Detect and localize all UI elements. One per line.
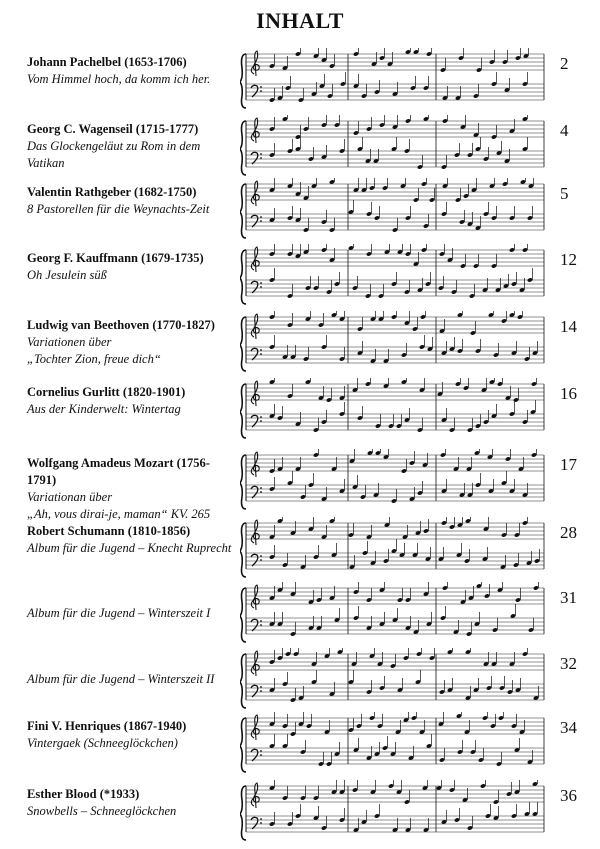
entry-text xyxy=(27,317,235,368)
entry-text xyxy=(27,184,235,218)
music-excerpt xyxy=(240,582,546,644)
bass-clef-icon xyxy=(251,486,258,498)
page-number: 28 xyxy=(560,523,577,542)
composer-name: Fini V. Henriques (1867-1940) xyxy=(27,719,187,733)
brace xyxy=(240,384,246,438)
work-title: „Ah, vous dirai-je, maman“ KV. 265 xyxy=(27,507,211,521)
toc-entry[interactable] xyxy=(27,786,587,846)
brace xyxy=(240,523,246,577)
music-excerpt xyxy=(240,712,546,774)
work-title: Variationan über xyxy=(27,490,113,504)
brace xyxy=(240,184,246,238)
entry-text xyxy=(27,654,235,688)
page-number: 12 xyxy=(560,250,577,269)
bass-clef-icon xyxy=(251,685,258,697)
work-title: Album für die Jugend – Winterszeit I xyxy=(27,606,211,620)
treble-clef-icon xyxy=(251,247,259,272)
entry-text xyxy=(27,718,235,752)
treble-clef-icon xyxy=(251,715,259,740)
entry-text xyxy=(27,384,235,418)
toc-entry[interactable] xyxy=(27,455,587,521)
music-excerpt xyxy=(240,378,546,440)
entry-text xyxy=(27,523,235,557)
composer-name: Esther Blood (*1933) xyxy=(27,787,140,801)
brace xyxy=(240,250,246,304)
composer-name: Georg F. Kauffmann (1679-1735) xyxy=(27,251,204,265)
work-title: „Tochter Zion, freue dich“ xyxy=(27,352,161,366)
work-title: Aus der Kinderwelt: Wintertag xyxy=(27,402,181,416)
composer-name: Valentin Rathgeber (1682-1750) xyxy=(27,185,197,199)
bass-clef-icon xyxy=(251,554,258,566)
brace xyxy=(240,54,246,108)
bass-clef-icon xyxy=(251,85,258,97)
treble-clef-icon xyxy=(251,118,259,143)
composer-name: Wolfgang Amadeus Mozart (1756-1791) xyxy=(27,456,210,487)
work-title: Vintergaek (Schneeglöckchen) xyxy=(27,736,178,750)
treble-clef-icon xyxy=(251,585,259,610)
page-number: 32 xyxy=(560,654,577,673)
entry-text xyxy=(27,786,235,820)
page-number: 14 xyxy=(560,317,577,336)
treble-clef-icon xyxy=(251,452,259,477)
bass-clef-icon xyxy=(251,215,258,227)
toc-entry[interactable] xyxy=(27,384,587,444)
work-title: Snowbells – Schneeglöckchen xyxy=(27,804,177,818)
toc-entry[interactable] xyxy=(27,184,587,244)
entry-text xyxy=(27,455,235,523)
bass-clef-icon xyxy=(251,749,258,761)
entry-text xyxy=(27,588,235,622)
music-excerpt xyxy=(240,449,546,511)
page-number: 34 xyxy=(560,718,577,737)
music-excerpt xyxy=(240,517,546,579)
entry-text xyxy=(27,250,235,284)
bass-clef-icon xyxy=(251,817,258,829)
work-title: Oh Jesulein süß xyxy=(27,268,107,282)
page-number: 2 xyxy=(560,54,569,73)
music-excerpt xyxy=(240,648,546,710)
brace xyxy=(240,121,246,175)
toc-entry[interactable] xyxy=(27,54,587,114)
music-excerpt xyxy=(240,178,546,240)
page-number: 36 xyxy=(560,786,577,805)
music-excerpt xyxy=(240,244,546,306)
bass-clef-icon xyxy=(251,619,258,631)
treble-clef-icon xyxy=(251,314,259,339)
work-title: Variationen über xyxy=(27,335,112,349)
music-excerpt xyxy=(240,48,546,110)
brace xyxy=(240,317,246,371)
bass-clef-icon xyxy=(251,348,258,360)
toc-entry[interactable] xyxy=(27,523,587,583)
treble-clef-icon xyxy=(251,381,259,406)
composer-name: Ludwig van Beethoven (1770-1827) xyxy=(27,318,215,332)
page-number: 5 xyxy=(560,184,569,203)
bass-clef-icon xyxy=(251,281,258,293)
work-title: Album für die Jugend – Winterszeit II xyxy=(27,672,215,686)
toc-entry[interactable] xyxy=(27,718,587,778)
composer-name: Johann Pachelbel (1653-1706) xyxy=(27,55,187,69)
brace xyxy=(240,718,246,772)
treble-clef-icon xyxy=(251,651,259,676)
toc-entry[interactable] xyxy=(27,250,587,310)
page-number: 31 xyxy=(560,588,577,607)
page-title: INHALT xyxy=(256,8,344,33)
page-number: 17 xyxy=(560,455,577,474)
page-number: 4 xyxy=(560,121,569,140)
toc-entry[interactable] xyxy=(27,121,587,181)
work-title: Das Glockengeläut zu Rom in dem Vatikan xyxy=(27,139,201,170)
entry-text xyxy=(27,121,235,172)
composer-name: Georg C. Wagenseil (1715-1777) xyxy=(27,122,199,136)
bass-clef-icon xyxy=(251,152,258,164)
music-excerpt xyxy=(240,311,546,373)
work-title: Album für die Jugend – Knecht Ruprecht xyxy=(27,541,232,555)
brace xyxy=(240,588,246,642)
bass-clef-icon xyxy=(251,415,258,427)
toc-entry[interactable] xyxy=(27,317,587,377)
treble-clef-icon xyxy=(251,783,259,808)
music-excerpt xyxy=(240,115,546,177)
treble-clef-icon xyxy=(251,520,259,545)
music-excerpt xyxy=(240,780,546,842)
toc-entry[interactable] xyxy=(27,654,587,714)
brace xyxy=(240,654,246,708)
page-number: 16 xyxy=(560,384,577,403)
work-title: Vom Himmel hoch, da komm ich her. xyxy=(27,72,211,86)
composer-name: Cornelius Gurlitt (1820-1901) xyxy=(27,385,186,399)
entry-text xyxy=(27,54,235,88)
composer-name: Robert Schumann (1810-1856) xyxy=(27,524,191,538)
brace xyxy=(240,786,246,840)
treble-clef-icon xyxy=(251,51,259,76)
toc-entry[interactable] xyxy=(27,588,587,648)
brace xyxy=(240,455,246,509)
work-title: 8 Pastorellen für die Weynachts-Zeit xyxy=(27,202,210,216)
treble-clef-icon xyxy=(251,181,259,206)
